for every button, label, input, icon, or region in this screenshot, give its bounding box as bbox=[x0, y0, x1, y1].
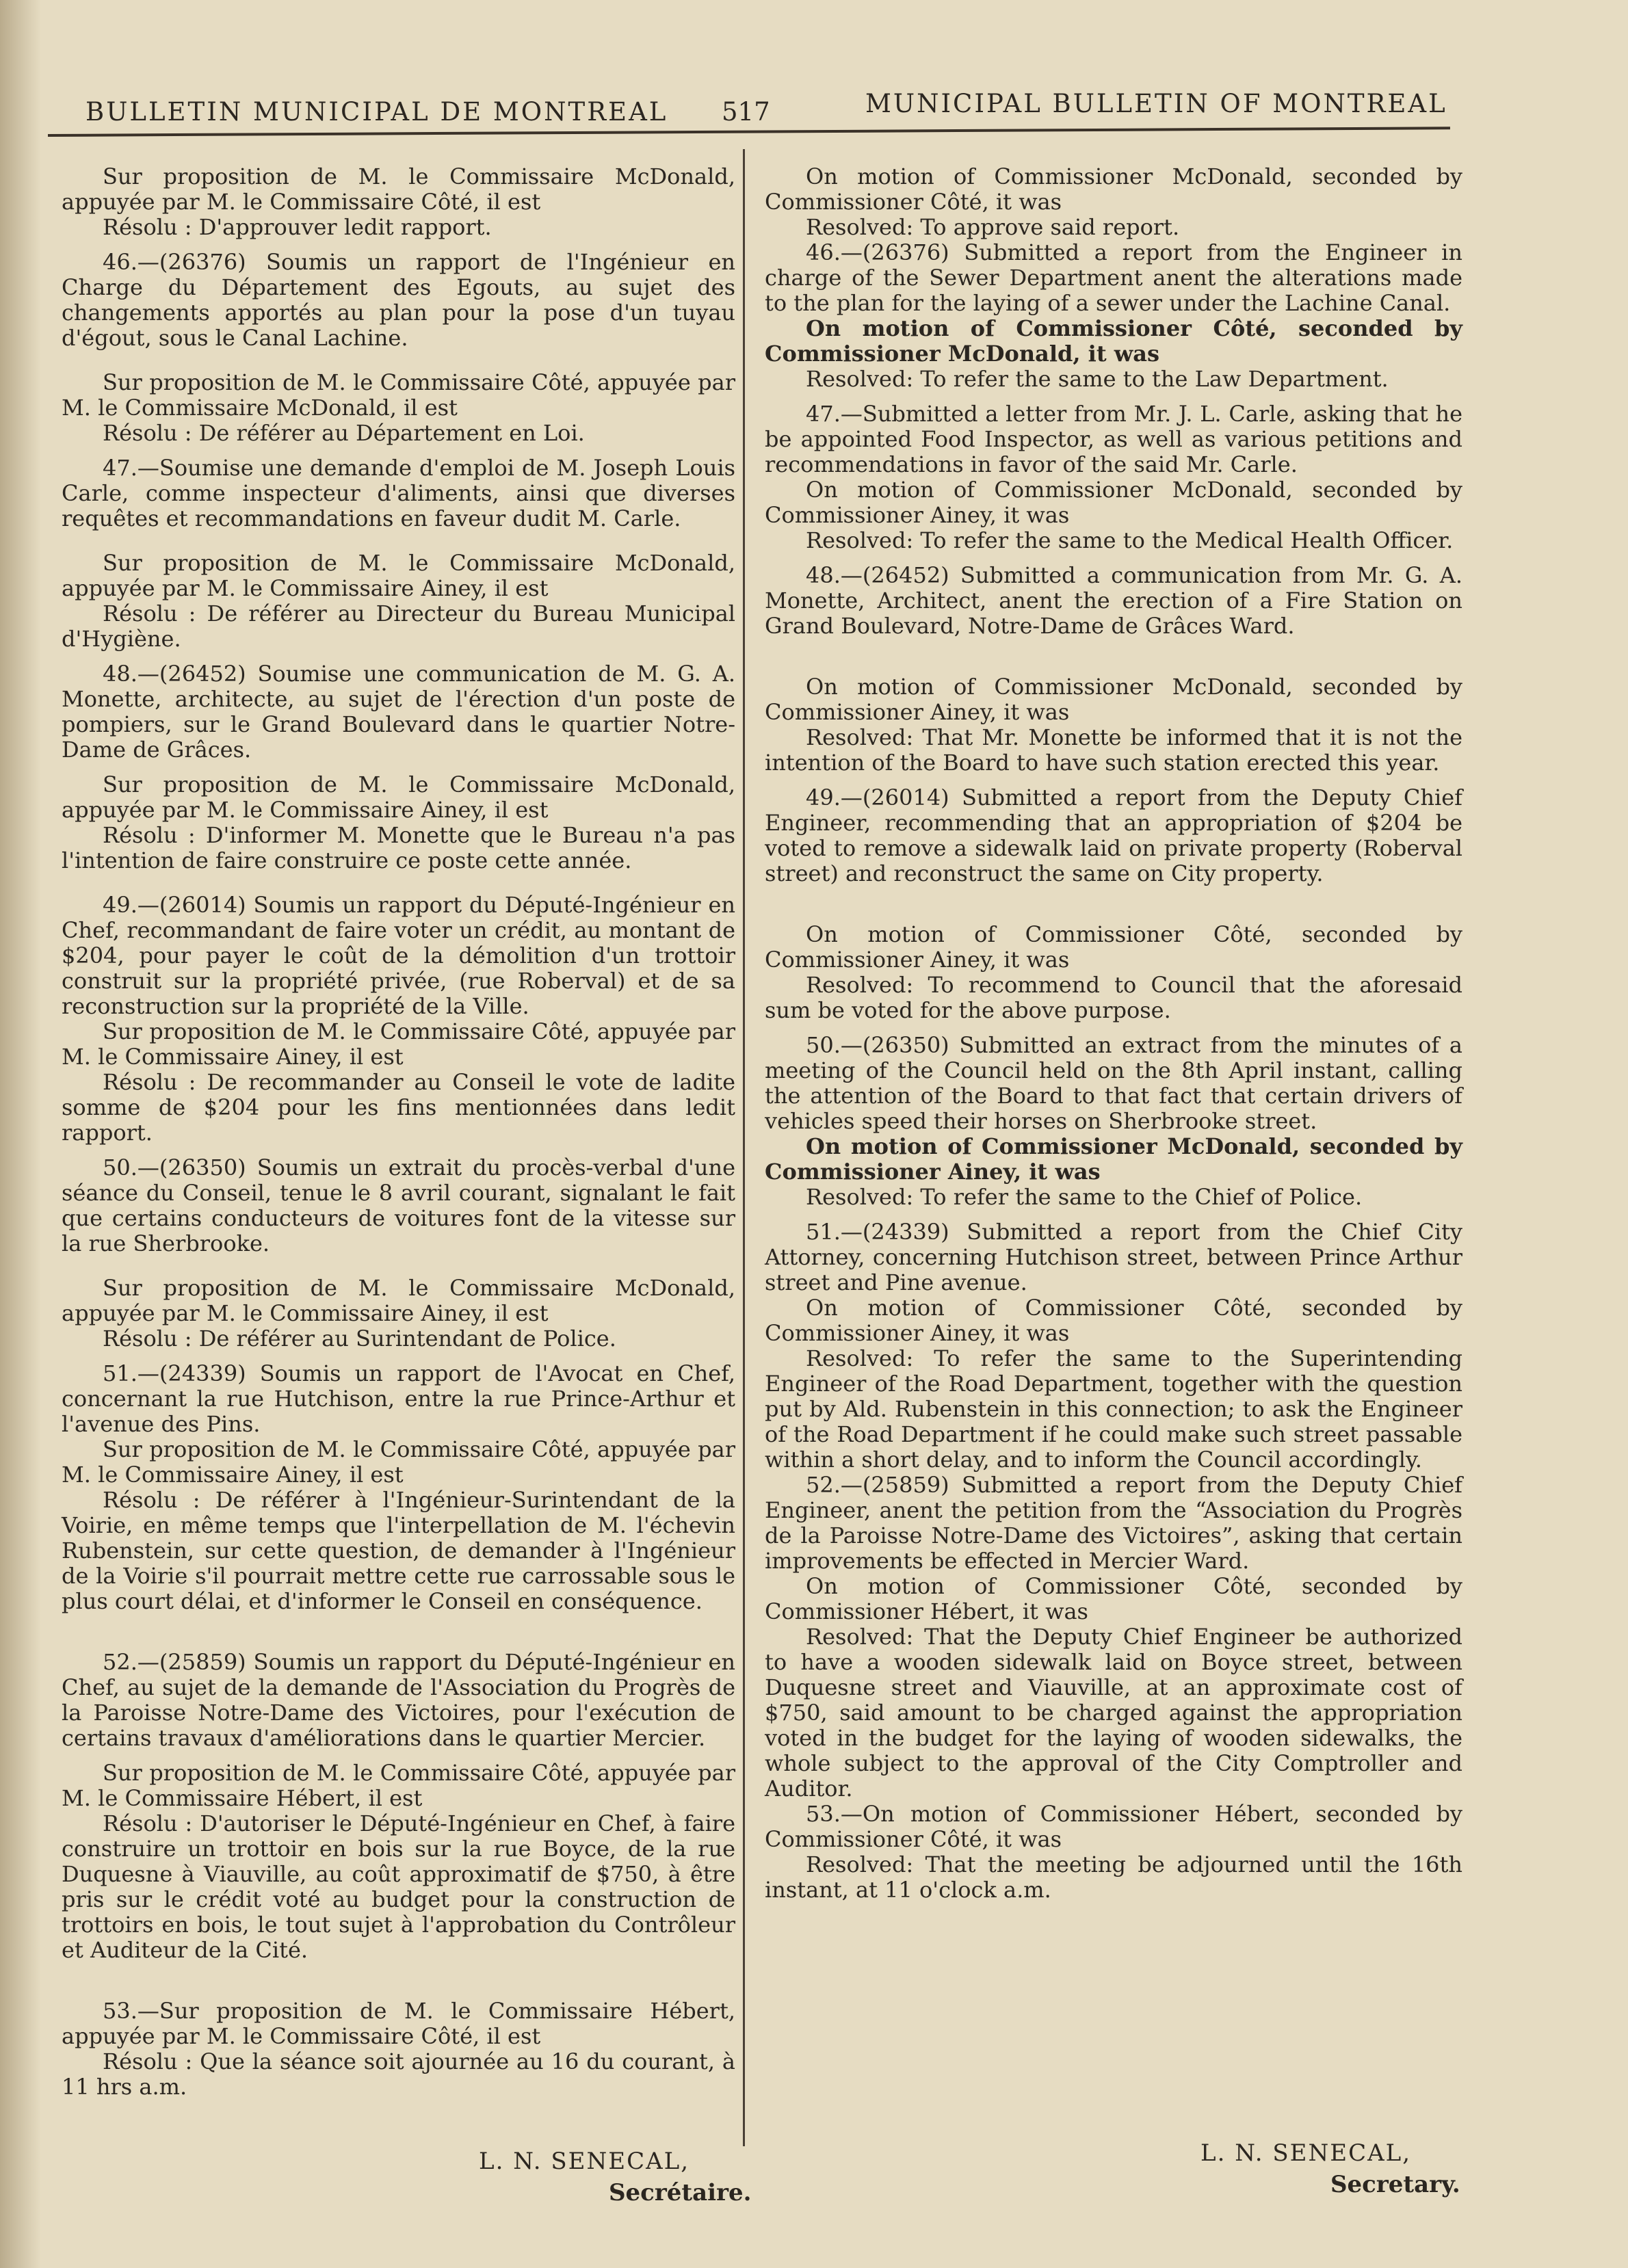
page-binding-shadow bbox=[0, 0, 41, 2268]
resolution: Resolved: To recommend to Council that the aforesaid sum be voted for the above purpose. bbox=[765, 972, 1462, 1023]
paragraph: Sur proposition de M. le Commissaire McDonald, appuyée par M. le Commissaire Ainey, il est bbox=[62, 1275, 735, 1326]
paragraph: Sur proposition de M. le Commissaire McDonald, appuyée par M. le Commissaire Côté, il est bbox=[62, 163, 735, 215]
resolution: Resolved: To refer the same to the Medical Health Officer. bbox=[806, 527, 1454, 553]
resolution: Resolved: To refer the same to the Law Department. bbox=[806, 366, 1389, 392]
item-49: 49.—(26014) Submitted a report from the Deputy Chief Engineer, recommending that an appropriation of $204 be voted to remove a sidewalk laid on private property (Roberval street) and reconstruct the same on City property. bbox=[765, 784, 1462, 886]
item-53: 53.—Sur proposition de M. le Commissaire Hébert, appuyée par M. le Commissaire Côté, il est bbox=[62, 1998, 735, 2049]
paragraph: On motion of Commissioner McDonald, seconded by Commissioner Côté, it was bbox=[765, 163, 1462, 215]
resolution: Résolu : De référer à l'Ingénieur-Surintendant de la Voirie, en même temps que l'interpellation de M. l'échevin Rubenstein, sur cette question, de demander à l'Ingénieur de la Voirie s'il pourrait mettre cette rue carrossable sous le plus court délai, et d'informer le Conseil en conséquence. bbox=[62, 1487, 735, 1614]
item-49: 49.—(26014) Soumis un rapport du Député-Ingénieur en Chef, recommandant de faire voter un crédit, au montant de $204, pour payer le coût de la démolition d'un trottoir construit sur la propriété privée, (rue Roberval) et de sa reconstruction sur la propriété de la Ville. bbox=[62, 892, 735, 1019]
item-52: 52.—(25859) Submitted a report from the Deputy Chief Engineer, anent the petition from the “Association du Progrès de la Paroisse Notre-Dame des Victoires”, asking that certain improvements be effected in Mercier Ward. bbox=[765, 1472, 1462, 1574]
paragraph: On motion of Commissioner Côté, seconded by Commissioner Ainey, it was bbox=[765, 921, 1462, 973]
page-number: 517 bbox=[722, 97, 770, 127]
resolution: Resolved: To refer the same to the Superintending Engineer of the Road Department, together with the question put by Ald. Rubenstein in this connection; to ask the Engineer of the Road Department if he could make such street passable within a short delay, and to inform the Council accordingly. bbox=[765, 1345, 1462, 1473]
paragraph: Sur proposition de M. le Commissaire Côté, appuyée par M. le Commissaire Ainey, il est bbox=[62, 1436, 735, 1488]
paragraph: On motion of Commissioner McDonald, seconded by Commissioner Ainey, it was bbox=[765, 477, 1462, 528]
header-title-english: MUNICIPAL BULLETIN OF MONTREAL bbox=[865, 89, 1447, 118]
paragraph: On motion of Commissioner Côté, seconded by Commissioner Hébert, it was bbox=[765, 1573, 1462, 1624]
signature-name: L. N. SENECAL, bbox=[1200, 2139, 1412, 2167]
paragraph: Sur proposition de M. le Commissaire Côté, appuyée par M. le Commissaire McDonald, il est bbox=[62, 369, 735, 421]
paragraph: On motion of Commissioner McDonald, seconded by Commissioner Ainey, it was bbox=[765, 1133, 1462, 1185]
paragraph: On motion of Commissioner McDonald, seconded by Commissioner Ainey, it was bbox=[765, 674, 1462, 725]
resolution: Résolu : De référer au Département en Loi. bbox=[103, 420, 585, 446]
item-48: 48.—(26452) Soumise une communication de M. G. A. Monette, architecte, au sujet de l'érection d'un poste de pompiers, sur le Grand Boulevard dans le quartier Notre-Dame de Grâces. bbox=[62, 661, 735, 763]
resolution: Resolved: To approve said report. bbox=[806, 214, 1180, 240]
item-46: 46.—(26376) Soumis un rapport de l'Ingénieur en Charge du Département des Egouts, au sujet des changements apportés au plan pour la pose d'un tuyau d'égout, sous le Canal Lachine. bbox=[62, 249, 735, 351]
resolution: Résolu : D'approuver ledit rapport. bbox=[103, 214, 492, 240]
resolution: Résolu : D'informer M. Monette que le Bureau n'a pas l'intention de faire construire ce poste cette année. bbox=[62, 822, 735, 873]
item-47: 47.—Soumise une demande d'emploi de M. Joseph Louis Carle, comme inspecteur d'aliments, ainsi que diverses requêtes et recommandations en faveur dudit M. Carle. bbox=[62, 455, 735, 531]
item-53: 53.—On motion of Commissioner Hébert, seconded by Commissioner Côté, it was bbox=[765, 1801, 1462, 1852]
paragraph: On motion of Commissioner Côté, seconded by Commissioner Ainey, it was bbox=[765, 1295, 1462, 1346]
french-signature bbox=[479, 2148, 751, 2206]
item-48: 48.—(26452) Submitted a communication from Mr. G. A. Monette, Architect, anent the erection of a Fire Station on Grand Boulevard, Notre-Dame de Grâces Ward. bbox=[765, 562, 1462, 639]
paragraph: Sur proposition de M. le Commissaire McDonald, appuyée par M. le Commissaire Ainey, il est bbox=[62, 772, 735, 823]
resolution: Resolved: That Mr. Monette be informed that it is not the intention of the Board to have such station erected this year. bbox=[765, 724, 1462, 776]
resolution: Résolu : De recommander au Conseil le vote de ladite somme de $204 pour les fins mentionnées dans ledit rapport. bbox=[62, 1069, 735, 1146]
column-divider bbox=[743, 149, 745, 2146]
paragraph: On motion of Commissioner Côté, seconded by Commissioner McDonald, it was bbox=[765, 315, 1462, 367]
resolution: Resolved: To refer the same to the Chief of Police. bbox=[806, 1184, 1363, 1210]
signature-name: L. N. SENECAL, bbox=[479, 2148, 690, 2175]
paragraph: Sur proposition de M. le Commissaire McDonald, appuyée par M. le Commissaire Ainey, il est bbox=[62, 550, 735, 601]
item-50: 50.—(26350) Submitted an extract from the minutes of a meeting of the Council held on the 8th April instant, calling the attention of the Board to that fact that certain drivers of vehicles speed their horses on Sherbrooke street. bbox=[765, 1032, 1462, 1134]
english-column bbox=[765, 164, 1462, 1903]
item-47: 47.—Submitted a letter from Mr. J. L. Carle, asking that he be appointed Food Inspector, as well as various petitions and recommendations in favor of the said Mr. Carle. bbox=[765, 401, 1462, 477]
item-51: 51.—(24339) Submitted a report from the Chief City Attorney, concerning Hutchison street, between Prince Arthur street and Pine avenue. bbox=[765, 1219, 1462, 1295]
resolution: Résolu : De référer au Surintendant de Police. bbox=[103, 1326, 616, 1351]
signature-title: Secrétaire. bbox=[609, 2179, 752, 2206]
resolution: Resolved: That the meeting be adjourned until the 16th instant, at 11 o'clock a.m. bbox=[765, 1851, 1462, 1903]
page-header bbox=[75, 82, 1450, 130]
resolution: Résolu : Que la séance soit ajournée au 16 du courant, à 11 hrs a.m. bbox=[62, 2048, 735, 2100]
resolution: Résolu : D'autoriser le Député-Ingénieur en Chef, à faire construire un trottoir en bois sur la rue Boyce, de la rue Duquesne à Viauville, au coût approximatif de $750, à être pris sur le crédit voté au budget pour la construction de trottoirs en bois, le tout sujet à l'approbation du Contrôleur et Auditeur de la Cité. bbox=[62, 1810, 735, 1963]
paragraph: Sur proposition de M. le Commissaire Côté, appuyée par M. le Commissaire Hébert, il est bbox=[62, 1760, 735, 1811]
paragraph: Sur proposition de M. le Commissaire Côté, appuyée par M. le Commissaire Ainey, il est bbox=[62, 1018, 735, 1070]
signature-title: Secretary. bbox=[1330, 2171, 1460, 2198]
resolution: Resolved: That the Deputy Chief Engineer be authorized to have a wooden sidewalk laid on Boyce street, between Duquesne street and Viauville, at an approximate cost of $750, said amount to be charged against the appropriation voted in the budget for the laying of wooden sidewalks, the whole subject to the approval of the City Comptroller and Auditor. bbox=[765, 1624, 1462, 1802]
item-51: 51.—(24339) Soumis un rapport de l'Avocat en Chef, concernant la rue Hutchison, entre la rue Prince-Arthur et l'avenue des Pins. bbox=[62, 1360, 735, 1437]
item-52: 52.—(25859) Soumis un rapport du Député-Ingénieur en Chef, au sujet de la demande de l'Association du Progrès de la Paroisse Notre-Dame des Victoires, pour l'exécution de certains travaux d'améliorations dans le quartier Mercier. bbox=[62, 1649, 735, 1751]
resolution: Résolu : De référer au Directeur du Bureau Municipal d'Hygiène. bbox=[62, 601, 735, 652]
item-46: 46.—(26376) Submitted a report from the Engineer in charge of the Sewer Department anent the alterations made to the plan for the laying of a sewer under the Lachine Canal. bbox=[765, 239, 1462, 316]
item-50: 50.—(26350) Soumis un extrait du procès-verbal d'une séance du Conseil, tenue le 8 avril courant, signalant le fait que certains conducteurs de voitures font de la vitesse sur la rue Sherbrooke. bbox=[62, 1155, 735, 1256]
english-signature bbox=[1200, 2139, 1460, 2198]
header-title-french: BULLETIN MUNICIPAL DE MONTREAL bbox=[86, 97, 668, 127]
french-column bbox=[62, 164, 735, 2100]
